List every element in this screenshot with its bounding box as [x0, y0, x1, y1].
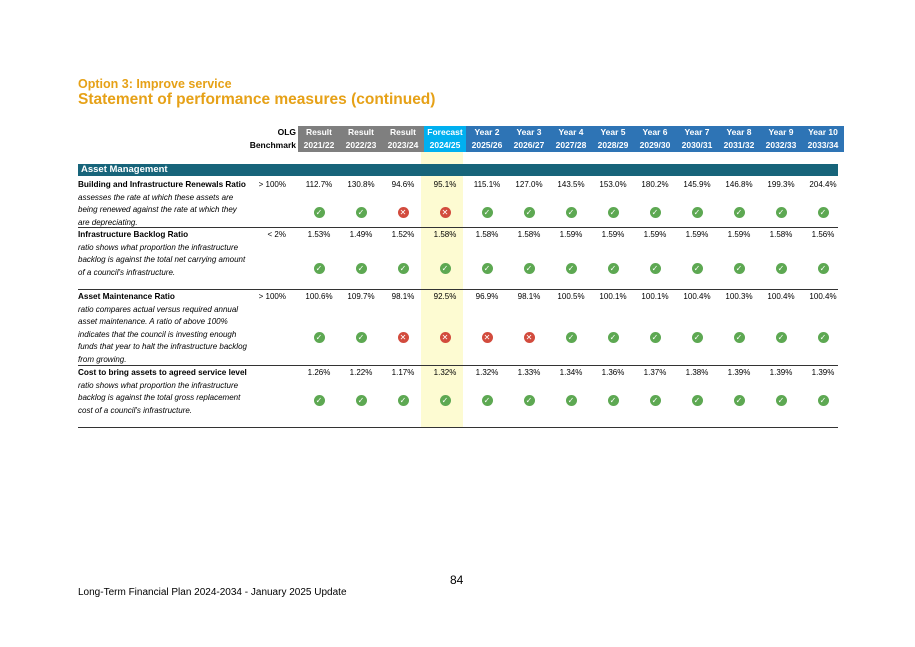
check-icon: ✓ — [818, 332, 829, 343]
value-cell: 1.39% — [727, 368, 751, 377]
check-icon: ✓ — [776, 263, 787, 274]
measure-name: Infrastructure Backlog Ratio — [78, 230, 189, 239]
value-cell: 1.58% — [769, 230, 793, 239]
column-header-11 — [760, 126, 802, 152]
check-icon: ✓ — [356, 395, 367, 406]
check-icon: ✓ — [608, 395, 619, 406]
check-icon: ✓ — [314, 263, 325, 274]
check-icon: ✓ — [314, 332, 325, 343]
column-header-period: 2022/23 — [345, 140, 377, 150]
check-icon: ✓ — [692, 332, 703, 343]
column-header-period: 2021/22 — [303, 140, 335, 150]
value-cell: 94.6% — [391, 180, 415, 189]
value-cell: 180.2% — [641, 180, 669, 189]
measure-name: Building and Infrastructure Renewals Ratio — [78, 180, 246, 189]
column-header-7 — [592, 126, 634, 152]
value-cell: 130.8% — [347, 180, 375, 189]
value-cell: 1.59% — [685, 230, 709, 239]
value-cell: 204.4% — [809, 180, 837, 189]
check-icon: ✓ — [650, 263, 661, 274]
value-cell: 1.32% — [433, 368, 457, 377]
check-icon: ✓ — [692, 207, 703, 218]
column-header-label: Year 7 — [684, 127, 710, 137]
check-icon: ✓ — [776, 207, 787, 218]
value-cell: 100.4% — [683, 292, 711, 301]
check-icon: ✓ — [734, 263, 745, 274]
value-cell: 100.3% — [725, 292, 753, 301]
value-cell: 98.1% — [391, 292, 415, 301]
column-header-label: Year 2 — [474, 127, 500, 137]
value-cell: 1.59% — [601, 230, 625, 239]
value-cell: 127.0% — [515, 180, 543, 189]
section-header-asset-management: Asset Management — [78, 164, 838, 176]
check-icon: ✓ — [524, 263, 535, 274]
value-cell: 1.58% — [433, 230, 457, 239]
value-cell: 1.56% — [811, 230, 835, 239]
value-cell: 1.59% — [727, 230, 751, 239]
column-header-period: 2024/25 — [429, 140, 461, 150]
column-header-period: 2027/28 — [555, 140, 587, 150]
measure-description: ratio shows what proportion the infrastructure backlog is against the total net carrying amount of a council's infrastructure. — [78, 242, 246, 277]
column-header-label: Result — [348, 127, 374, 137]
value-cell: 1.33% — [517, 368, 541, 377]
check-icon: ✓ — [692, 395, 703, 406]
check-icon: ✓ — [314, 395, 325, 406]
column-header-1 — [340, 126, 382, 152]
column-header-label: Year 8 — [726, 127, 752, 137]
value-cell: 153.0% — [599, 180, 627, 189]
value-cell: 1.26% — [307, 368, 331, 377]
value-cell: 100.4% — [809, 292, 837, 301]
check-icon: ✓ — [314, 207, 325, 218]
value-cell: 1.39% — [769, 368, 793, 377]
column-header-period: 2033/34 — [807, 140, 839, 150]
page-number: 84 — [450, 573, 464, 587]
column-header-period: 2029/30 — [639, 140, 671, 150]
benchmark-value: < 2% — [267, 230, 286, 239]
cross-icon: ✕ — [482, 332, 493, 343]
column-header-label: Year 10 — [808, 127, 838, 137]
check-icon: ✓ — [566, 207, 577, 218]
page-title: Statement of performance measures (continued) — [78, 91, 436, 108]
column-header-5 — [508, 126, 550, 152]
check-icon: ✓ — [734, 207, 745, 218]
column-header-period: 2028/29 — [597, 140, 629, 150]
check-icon: ✓ — [776, 395, 787, 406]
column-header-6 — [550, 126, 592, 152]
check-icon: ✓ — [356, 332, 367, 343]
column-header-9 — [676, 126, 718, 152]
cross-icon: ✕ — [398, 332, 409, 343]
value-cell: 1.52% — [391, 230, 415, 239]
value-cell: 109.7% — [347, 292, 375, 301]
check-icon: ✓ — [566, 263, 577, 274]
value-cell: 1.59% — [643, 230, 667, 239]
page-footer: Long-Term Financial Plan 2024-2034 - January 2025 Update — [78, 587, 347, 598]
value-cell: 1.58% — [517, 230, 541, 239]
cross-icon: ✕ — [398, 207, 409, 218]
check-icon: ✓ — [734, 395, 745, 406]
check-icon: ✓ — [734, 332, 745, 343]
column-header-period: 2026/27 — [513, 140, 545, 150]
check-icon: ✓ — [482, 263, 493, 274]
value-cell: 1.39% — [811, 368, 835, 377]
benchmark-value: > 100% — [258, 180, 286, 189]
column-header-label: Year 9 — [768, 127, 794, 137]
check-icon: ✓ — [524, 207, 535, 218]
value-cell: 146.8% — [725, 180, 753, 189]
check-icon: ✓ — [566, 395, 577, 406]
measure-description: ratio compares actual versus required annual asset maintenance. A ratio of above 100% indicates that the council is investing enough funds that year to halt the infrastructure backlog from growing. — [78, 304, 247, 364]
column-header-8 — [634, 126, 676, 152]
value-cell: 100.4% — [767, 292, 795, 301]
column-header-label: Year 4 — [558, 127, 584, 137]
column-header-period: 2031/32 — [723, 140, 755, 150]
olg-benchmark-header — [248, 126, 296, 152]
check-icon: ✓ — [398, 263, 409, 274]
column-header-period: 2025/26 — [471, 140, 503, 150]
check-icon: ✓ — [818, 263, 829, 274]
value-cell: 95.1% — [433, 180, 457, 189]
column-header-period: 2023/24 — [387, 140, 419, 150]
cross-icon: ✕ — [440, 207, 451, 218]
value-cell: 1.22% — [349, 368, 373, 377]
measure-description: ratio shows what proportion the infrastructure backlog is against the total gross replacement cost of a council's infrastructure. — [78, 380, 241, 415]
measure-name: Asset Maintenance Ratio — [78, 292, 175, 301]
check-icon: ✓ — [356, 207, 367, 218]
column-header-4 — [466, 126, 508, 152]
value-cell: 145.9% — [683, 180, 711, 189]
value-cell: 96.9% — [475, 292, 499, 301]
cross-icon: ✕ — [524, 332, 535, 343]
value-cell: 100.1% — [641, 292, 669, 301]
value-cell: 100.5% — [557, 292, 585, 301]
value-cell: 1.17% — [391, 368, 415, 377]
benchmark-label: Benchmark — [249, 140, 296, 150]
value-cell: 1.36% — [601, 368, 625, 377]
column-header-12 — [802, 126, 844, 152]
check-icon: ✓ — [524, 395, 535, 406]
column-header-label: Year 6 — [642, 127, 668, 137]
check-icon: ✓ — [818, 207, 829, 218]
check-icon: ✓ — [650, 332, 661, 343]
column-header-2 — [382, 126, 424, 152]
value-cell: 100.6% — [305, 292, 333, 301]
value-cell: 98.1% — [517, 292, 541, 301]
value-cell: 92.5% — [433, 292, 457, 301]
measure-description: assesses the rate at which these assets are being renewed against the rate at which they are depreciating. — [78, 192, 237, 227]
check-icon: ✓ — [398, 395, 409, 406]
check-icon: ✓ — [482, 207, 493, 218]
value-cell: 115.1% — [473, 180, 501, 189]
olg-label: OLG — [277, 127, 296, 137]
value-cell: 1.32% — [475, 368, 499, 377]
value-cell: 1.49% — [349, 230, 373, 239]
cross-icon: ✕ — [440, 332, 451, 343]
value-cell: 112.7% — [305, 180, 333, 189]
column-header-label: Result — [306, 127, 332, 137]
value-cell: 100.1% — [599, 292, 627, 301]
value-cell: 1.38% — [685, 368, 709, 377]
check-icon: ✓ — [650, 395, 661, 406]
column-header-label: Year 5 — [600, 127, 626, 137]
column-header-period: 2030/31 — [681, 140, 713, 150]
value-cell: 143.5% — [557, 180, 585, 189]
check-icon: ✓ — [440, 395, 451, 406]
value-cell: 1.37% — [643, 368, 667, 377]
column-header-label: Year 3 — [516, 127, 542, 137]
table-row — [78, 178, 838, 228]
value-cell: 199.3% — [767, 180, 795, 189]
check-icon: ✓ — [608, 332, 619, 343]
check-icon: ✓ — [482, 395, 493, 406]
column-header-10 — [718, 126, 760, 152]
check-icon: ✓ — [608, 207, 619, 218]
benchmark-value: > 100% — [258, 292, 286, 301]
check-icon: ✓ — [650, 207, 661, 218]
column-header-0 — [298, 126, 340, 152]
value-cell: 1.59% — [559, 230, 583, 239]
section-subtitle: Option 3: Improve service — [78, 77, 232, 91]
value-cell: 1.34% — [559, 368, 583, 377]
check-icon: ✓ — [440, 263, 451, 274]
table-row — [78, 228, 838, 290]
column-header-3 — [424, 126, 466, 152]
check-icon: ✓ — [566, 332, 577, 343]
check-icon: ✓ — [608, 263, 619, 274]
check-icon: ✓ — [356, 263, 367, 274]
table-row — [78, 366, 838, 428]
column-header-label: Forecast — [427, 127, 463, 137]
value-cell: 1.53% — [307, 230, 331, 239]
check-icon: ✓ — [776, 332, 787, 343]
value-cell: 1.58% — [475, 230, 499, 239]
table-row — [78, 290, 838, 366]
check-icon: ✓ — [692, 263, 703, 274]
measure-name: Cost to bring assets to agreed service level — [78, 368, 247, 377]
column-header-label: Result — [390, 127, 416, 137]
column-header-period: 2032/33 — [765, 140, 797, 150]
check-icon: ✓ — [818, 395, 829, 406]
